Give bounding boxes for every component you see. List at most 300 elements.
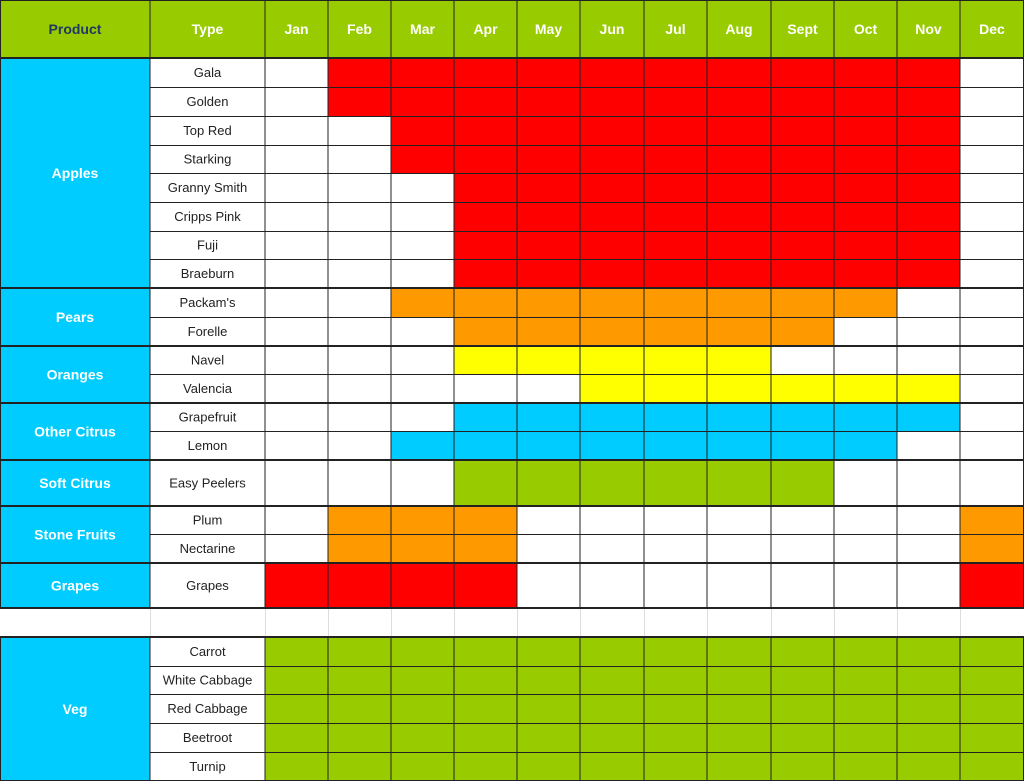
season-cell-beetroot-dec — [960, 723, 1024, 752]
season-cell-valencia-aug — [707, 374, 771, 403]
season-cell-carrot-jan — [265, 637, 328, 666]
season-cell-navel-aug — [707, 346, 771, 374]
season-cell-turnip-feb — [328, 752, 391, 781]
season-cell-grapes-mar — [391, 563, 454, 608]
season-cell-fuji-jun — [580, 231, 644, 259]
season-cell-top-red-nov — [897, 116, 960, 145]
season-cell-plum-sept — [771, 506, 834, 534]
season-cell-gala-apr — [454, 58, 517, 87]
season-cell-fuji-jan — [265, 231, 328, 259]
season-cell-packam-s-may — [517, 288, 580, 317]
season-cell-packam-s-oct — [834, 288, 897, 317]
season-cell-top-red-feb — [328, 116, 391, 145]
season-cell-packam-s-aug — [707, 288, 771, 317]
season-cell-granny-smith-apr — [454, 173, 517, 202]
season-cell-carrot-jul — [644, 637, 707, 666]
season-cell-grapefruit-sept — [771, 403, 834, 431]
season-cell-golden-jan — [265, 87, 328, 116]
season-cell-golden-apr — [454, 87, 517, 116]
season-cell-forelle-feb — [328, 317, 391, 346]
season-cell-granny-smith-oct — [834, 173, 897, 202]
season-cell-golden-oct — [834, 87, 897, 116]
season-cell-granny-smith-dec — [960, 173, 1024, 202]
season-cell-packam-s-mar — [391, 288, 454, 317]
header-month-mar: Mar — [410, 21, 435, 37]
season-cell-turnip-sept — [771, 752, 834, 781]
season-cell-grapes-feb — [328, 563, 391, 608]
season-cell-grapes-dec — [960, 563, 1024, 608]
season-cell-turnip-may — [517, 752, 580, 781]
season-cell-braeburn-feb — [328, 259, 391, 288]
type-label-fuji: Fuji — [197, 237, 218, 253]
season-cell-turnip-mar — [391, 752, 454, 781]
season-cell-white-cabbage-oct — [834, 666, 897, 694]
season-cell-white-cabbage-mar — [391, 666, 454, 694]
season-cell-navel-sept — [771, 346, 834, 374]
season-cell-gala-dec — [960, 58, 1024, 87]
season-cell-grapes-apr — [454, 563, 517, 608]
season-cell-easy-peelers-jul — [644, 460, 707, 506]
type-label-starking: Starking — [183, 151, 232, 167]
season-cell-plum-jan — [265, 506, 328, 534]
season-cell-plum-jul — [644, 506, 707, 534]
season-cell-white-cabbage-jul — [644, 666, 707, 694]
season-cell-grapes-jan — [265, 563, 328, 608]
season-cell-carrot-sept — [771, 637, 834, 666]
season-cell-nectarine-feb — [328, 534, 391, 563]
season-cell-beetroot-sept — [771, 723, 834, 752]
season-cell-red-cabbage-sept — [771, 694, 834, 723]
season-cell-valencia-nov — [897, 374, 960, 403]
season-cell-carrot-apr — [454, 637, 517, 666]
season-cell-carrot-oct — [834, 637, 897, 666]
season-cell-braeburn-aug — [707, 259, 771, 288]
season-cell-red-cabbage-oct — [834, 694, 897, 723]
product-label-grapes: Grapes — [50, 577, 100, 594]
season-cell-starking-jun — [580, 145, 644, 173]
season-cell-lemon-feb — [328, 431, 391, 460]
season-cell-braeburn-oct — [834, 259, 897, 288]
season-cell-braeburn-mar — [391, 259, 454, 288]
season-cell-golden-may — [517, 87, 580, 116]
season-cell-golden-aug — [707, 87, 771, 116]
season-cell-plum-aug — [707, 506, 771, 534]
season-cell-grapes-jul — [644, 563, 707, 608]
season-cell-navel-jun — [580, 346, 644, 374]
season-cell-golden-feb — [328, 87, 391, 116]
season-cell-grapes-aug — [707, 563, 771, 608]
season-cell-turnip-aug — [707, 752, 771, 781]
season-cell-lemon-may — [517, 431, 580, 460]
season-cell-gala-jun — [580, 58, 644, 87]
season-cell-beetroot-may — [517, 723, 580, 752]
season-cell-navel-dec — [960, 346, 1024, 374]
season-cell-white-cabbage-dec — [960, 666, 1024, 694]
season-cell-valencia-dec — [960, 374, 1024, 403]
season-cell-braeburn-apr — [454, 259, 517, 288]
season-cell-grapes-oct — [834, 563, 897, 608]
season-cell-gala-sept — [771, 58, 834, 87]
header-month-aug: Aug — [725, 21, 753, 37]
type-label-plum: Plum — [192, 512, 223, 528]
header-month-sept: Sept — [787, 21, 818, 37]
season-cell-forelle-may — [517, 317, 580, 346]
season-cell-gala-oct — [834, 58, 897, 87]
season-cell-cripps-pink-jan — [265, 202, 328, 231]
season-cell-beetroot-jun — [580, 723, 644, 752]
season-cell-red-cabbage-nov — [897, 694, 960, 723]
season-cell-cripps-pink-nov — [897, 202, 960, 231]
type-label-lemon: Lemon — [187, 438, 228, 453]
type-label-turnip: Turnip — [189, 759, 226, 774]
type-label-gala: Gala — [193, 65, 222, 80]
type-label-valencia: Valencia — [183, 381, 232, 396]
product-label-other-citrus: Other Citrus — [34, 423, 116, 440]
product-label-veg: Veg — [62, 701, 88, 717]
season-cell-red-cabbage-dec — [960, 694, 1024, 723]
season-cell-forelle-aug — [707, 317, 771, 346]
season-cell-white-cabbage-apr — [454, 666, 517, 694]
season-cell-golden-sept — [771, 87, 834, 116]
season-cell-lemon-aug — [707, 431, 771, 460]
type-label-grapefruit: Grapefruit — [178, 409, 237, 425]
type-label-navel: Navel — [190, 352, 225, 368]
season-cell-fuji-feb — [328, 231, 391, 259]
season-cell-nectarine-jan — [265, 534, 328, 563]
season-cell-nectarine-jun — [580, 534, 644, 563]
season-cell-grapefruit-aug — [707, 403, 771, 431]
season-cell-fuji-aug — [707, 231, 771, 259]
type-label-top-red: Top Red — [183, 123, 232, 138]
season-cell-red-cabbage-jun — [580, 694, 644, 723]
season-cell-fuji-oct — [834, 231, 897, 259]
season-cell-easy-peelers-dec — [960, 460, 1024, 506]
season-cell-carrot-nov — [897, 637, 960, 666]
season-cell-navel-feb — [328, 346, 391, 374]
type-label-braeburn: Braeburn — [180, 266, 235, 281]
season-cell-cripps-pink-apr — [454, 202, 517, 231]
season-cell-plum-apr — [454, 506, 517, 534]
season-cell-fuji-jul — [644, 231, 707, 259]
season-cell-white-cabbage-nov — [897, 666, 960, 694]
season-cell-braeburn-jan — [265, 259, 328, 288]
season-cell-lemon-sept — [771, 431, 834, 460]
season-cell-lemon-jul — [644, 431, 707, 460]
season-cell-navel-apr — [454, 346, 517, 374]
season-cell-gala-aug — [707, 58, 771, 87]
header-type: Type — [191, 21, 224, 37]
season-cell-plum-mar — [391, 506, 454, 534]
season-cell-carrot-dec — [960, 637, 1024, 666]
season-cell-gala-feb — [328, 58, 391, 87]
season-cell-starking-jan — [265, 145, 328, 173]
season-cell-lemon-jan — [265, 431, 328, 460]
header-product: Product — [48, 21, 102, 37]
season-cell-cripps-pink-feb — [328, 202, 391, 231]
season-cell-golden-nov — [897, 87, 960, 116]
season-cell-starking-sept — [771, 145, 834, 173]
season-cell-braeburn-may — [517, 259, 580, 288]
season-cell-beetroot-feb — [328, 723, 391, 752]
header-month-jun: Jun — [599, 21, 625, 37]
season-cell-braeburn-dec — [960, 259, 1024, 288]
season-cell-forelle-dec — [960, 317, 1024, 346]
season-cell-top-red-may — [517, 116, 580, 145]
season-cell-turnip-nov — [897, 752, 960, 781]
season-cell-braeburn-nov — [897, 259, 960, 288]
season-cell-navel-mar — [391, 346, 454, 374]
season-cell-golden-mar — [391, 87, 454, 116]
season-cell-valencia-jun — [580, 374, 644, 403]
type-label-beetroot: Beetroot — [182, 730, 233, 745]
season-cell-nectarine-mar — [391, 534, 454, 563]
season-cell-top-red-jul — [644, 116, 707, 145]
season-cell-easy-peelers-nov — [897, 460, 960, 506]
season-cell-easy-peelers-oct — [834, 460, 897, 506]
season-cell-lemon-mar — [391, 431, 454, 460]
season-cell-packam-s-feb — [328, 288, 391, 317]
season-cell-grapefruit-mar — [391, 403, 454, 431]
season-cell-fuji-sept — [771, 231, 834, 259]
header-month-nov: Nov — [915, 21, 942, 37]
season-cell-grapefruit-nov — [897, 403, 960, 431]
season-cell-navel-oct — [834, 346, 897, 374]
season-cell-easy-peelers-aug — [707, 460, 771, 506]
type-label-granny-smith: Granny Smith — [167, 180, 248, 195]
season-cell-forelle-nov — [897, 317, 960, 346]
header-month-apr: Apr — [473, 21, 498, 37]
type-label-white-cabbage: White Cabbage — [162, 672, 253, 688]
season-cell-easy-peelers-sept — [771, 460, 834, 506]
season-cell-beetroot-oct — [834, 723, 897, 752]
season-cell-granny-smith-aug — [707, 173, 771, 202]
season-cell-forelle-oct — [834, 317, 897, 346]
season-cell-cripps-pink-aug — [707, 202, 771, 231]
season-cell-easy-peelers-jan — [265, 460, 328, 506]
season-cell-fuji-nov — [897, 231, 960, 259]
season-cell-forelle-apr — [454, 317, 517, 346]
season-cell-red-cabbage-may — [517, 694, 580, 723]
season-cell-navel-jan — [265, 346, 328, 374]
type-label-grapes: Grapes — [186, 578, 229, 593]
season-cell-packam-s-jun — [580, 288, 644, 317]
season-cell-grapes-jun — [580, 563, 644, 608]
season-cell-starking-aug — [707, 145, 771, 173]
season-cell-top-red-oct — [834, 116, 897, 145]
season-cell-granny-smith-mar — [391, 173, 454, 202]
season-cell-valencia-mar — [391, 374, 454, 403]
season-cell-grapefruit-jun — [580, 403, 644, 431]
season-cell-starking-may — [517, 145, 580, 173]
season-cell-red-cabbage-jul — [644, 694, 707, 723]
season-cell-red-cabbage-feb — [328, 694, 391, 723]
season-cell-easy-peelers-mar — [391, 460, 454, 506]
product-label-apples: Apples — [51, 165, 99, 181]
season-cell-plum-may — [517, 506, 580, 534]
season-cell-red-cabbage-jan — [265, 694, 328, 723]
season-cell-granny-smith-feb — [328, 173, 391, 202]
header-month-may: May — [534, 21, 563, 37]
type-label-easy-peelers: Easy Peelers — [169, 475, 246, 491]
season-cell-plum-nov — [897, 506, 960, 534]
season-cell-easy-peelers-feb — [328, 460, 391, 506]
header-month-dec: Dec — [979, 21, 1005, 37]
season-cell-forelle-sept — [771, 317, 834, 346]
season-cell-lemon-apr — [454, 431, 517, 460]
season-cell-beetroot-jul — [644, 723, 707, 752]
season-cell-cripps-pink-mar — [391, 202, 454, 231]
season-cell-forelle-jan — [265, 317, 328, 346]
season-cell-grapefruit-dec — [960, 403, 1024, 431]
season-cell-easy-peelers-apr — [454, 460, 517, 506]
season-cell-starking-nov — [897, 145, 960, 173]
season-cell-beetroot-nov — [897, 723, 960, 752]
season-cell-white-cabbage-feb — [328, 666, 391, 694]
season-cell-turnip-jun — [580, 752, 644, 781]
season-cell-red-cabbage-aug — [707, 694, 771, 723]
season-cell-navel-may — [517, 346, 580, 374]
header-month-jul: Jul — [665, 21, 686, 37]
season-cell-packam-s-jul — [644, 288, 707, 317]
season-cell-lemon-oct — [834, 431, 897, 460]
season-cell-valencia-apr — [454, 374, 517, 403]
season-cell-carrot-jun — [580, 637, 644, 666]
season-cell-carrot-may — [517, 637, 580, 666]
season-cell-forelle-mar — [391, 317, 454, 346]
season-cell-red-cabbage-mar — [391, 694, 454, 723]
season-cell-braeburn-jul — [644, 259, 707, 288]
season-cell-top-red-apr — [454, 116, 517, 145]
season-cell-cripps-pink-jun — [580, 202, 644, 231]
season-cell-granny-smith-sept — [771, 173, 834, 202]
season-cell-beetroot-mar — [391, 723, 454, 752]
season-cell-lemon-nov — [897, 431, 960, 460]
season-cell-gala-jan — [265, 58, 328, 87]
season-cell-grapefruit-may — [517, 403, 580, 431]
season-cell-valencia-may — [517, 374, 580, 403]
season-cell-grapefruit-apr — [454, 403, 517, 431]
season-cell-nectarine-may — [517, 534, 580, 563]
season-cell-cripps-pink-sept — [771, 202, 834, 231]
season-cell-golden-jun — [580, 87, 644, 116]
season-cell-golden-dec — [960, 87, 1024, 116]
season-cell-gala-mar — [391, 58, 454, 87]
season-cell-granny-smith-jul — [644, 173, 707, 202]
season-cell-grapes-nov — [897, 563, 960, 608]
season-cell-valencia-jan — [265, 374, 328, 403]
season-cell-white-cabbage-jan — [265, 666, 328, 694]
season-cell-top-red-dec — [960, 116, 1024, 145]
season-cell-plum-oct — [834, 506, 897, 534]
season-cell-packam-s-jan — [265, 288, 328, 317]
type-label-nectarine: Nectarine — [179, 541, 236, 556]
season-cell-fuji-dec — [960, 231, 1024, 259]
season-cell-starking-mar — [391, 145, 454, 173]
season-cell-nectarine-jul — [644, 534, 707, 563]
header-month-feb: Feb — [347, 21, 372, 37]
header-month-jan: Jan — [284, 21, 309, 37]
season-cell-nectarine-dec — [960, 534, 1024, 563]
season-cell-white-cabbage-may — [517, 666, 580, 694]
season-cell-top-red-sept — [771, 116, 834, 145]
product-label-oranges: Oranges — [46, 366, 104, 383]
season-cell-fuji-may — [517, 231, 580, 259]
season-cell-fuji-apr — [454, 231, 517, 259]
season-cell-easy-peelers-may — [517, 460, 580, 506]
season-cell-forelle-jul — [644, 317, 707, 346]
season-cell-valencia-oct — [834, 374, 897, 403]
season-cell-nectarine-apr — [454, 534, 517, 563]
season-cell-top-red-jun — [580, 116, 644, 145]
season-cell-cripps-pink-oct — [834, 202, 897, 231]
season-cell-plum-feb — [328, 506, 391, 534]
season-cell-packam-s-apr — [454, 288, 517, 317]
season-cell-gala-nov — [897, 58, 960, 87]
season-cell-fuji-mar — [391, 231, 454, 259]
season-cell-nectarine-sept — [771, 534, 834, 563]
type-label-forelle: Forelle — [187, 324, 228, 339]
type-label-red-cabbage: Red Cabbage — [167, 701, 248, 716]
season-cell-packam-s-dec — [960, 288, 1024, 317]
season-cell-beetroot-jan — [265, 723, 328, 752]
season-cell-easy-peelers-jun — [580, 460, 644, 506]
season-cell-carrot-mar — [391, 637, 454, 666]
product-label-soft-citrus: Soft Citrus — [39, 475, 111, 491]
season-cell-braeburn-jun — [580, 259, 644, 288]
season-cell-top-red-mar — [391, 116, 454, 145]
season-cell-cripps-pink-may — [517, 202, 580, 231]
season-cell-forelle-jun — [580, 317, 644, 346]
season-cell-turnip-dec — [960, 752, 1024, 781]
season-cell-packam-s-sept — [771, 288, 834, 317]
spacer-row — [0, 608, 1024, 637]
season-cell-packam-s-nov — [897, 288, 960, 317]
type-label-packam-s: Packam's — [179, 295, 236, 310]
season-cell-nectarine-oct — [834, 534, 897, 563]
season-cell-plum-jun — [580, 506, 644, 534]
header-month-oct: Oct — [853, 21, 878, 37]
season-cell-starking-oct — [834, 145, 897, 173]
season-cell-top-red-jan — [265, 116, 328, 145]
season-cell-granny-smith-may — [517, 173, 580, 202]
season-cell-white-cabbage-sept — [771, 666, 834, 694]
season-cell-granny-smith-jan — [265, 173, 328, 202]
season-cell-carrot-feb — [328, 637, 391, 666]
season-cell-granny-smith-nov — [897, 173, 960, 202]
type-label-golden: Golden — [186, 94, 229, 109]
season-cell-valencia-jul — [644, 374, 707, 403]
season-cell-gala-may — [517, 58, 580, 87]
season-cell-granny-smith-jun — [580, 173, 644, 202]
season-cell-starking-feb — [328, 145, 391, 173]
season-cell-turnip-jul — [644, 752, 707, 781]
season-cell-grapes-may — [517, 563, 580, 608]
type-label-cripps-pink: Cripps Pink — [174, 209, 241, 224]
season-cell-lemon-dec — [960, 431, 1024, 460]
season-cell-turnip-jan — [265, 752, 328, 781]
season-cell-top-red-aug — [707, 116, 771, 145]
season-cell-turnip-apr — [454, 752, 517, 781]
season-cell-lemon-jun — [580, 431, 644, 460]
product-label-pears: Pears — [55, 309, 95, 325]
season-cell-valencia-sept — [771, 374, 834, 403]
season-cell-navel-nov — [897, 346, 960, 374]
season-cell-nectarine-nov — [897, 534, 960, 563]
season-cell-grapefruit-feb — [328, 403, 391, 431]
season-cell-cripps-pink-jul — [644, 202, 707, 231]
season-cell-starking-apr — [454, 145, 517, 173]
season-cell-valencia-feb — [328, 374, 391, 403]
